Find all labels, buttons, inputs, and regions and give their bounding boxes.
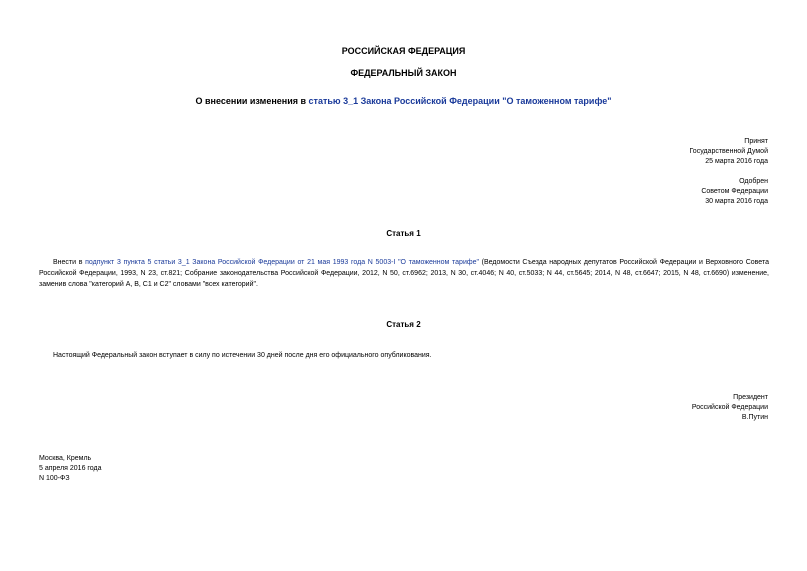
approved-date: 30 марта 2016 года bbox=[705, 198, 768, 205]
article-2-text bbox=[39, 350, 769, 361]
approved-by: Советом Федерации bbox=[701, 188, 768, 195]
law-title-prefix: О внесении изменения в bbox=[195, 96, 309, 106]
country-heading: РОССИЙСКАЯ ФЕДЕРАЦИЯ bbox=[341, 46, 466, 56]
signature-name: В.Путин bbox=[741, 414, 768, 421]
signature-position: Президент bbox=[733, 394, 768, 401]
footer-block bbox=[39, 454, 102, 484]
footer-number: N 100-ФЗ bbox=[39, 475, 70, 482]
signature-block bbox=[692, 393, 768, 423]
signature-country: Российской Федерации bbox=[691, 404, 768, 411]
article-1-text-rest: (Ведомости Съезда народных депутатов Российской Федерации и Верховного Совета Российской Федерации, 1993, N 23, ст.821; Собрание законодательства Российской Федерации, 2012, N 50, ст.6962; 2013, N 30, ст.4046; N 40, ст.5033; N 44, ст.5645; 2014, N 48, ст.6647; 2015, N 48, ст.6690) изменение, заменив слова "категорий A, B, C1 и C2" словами "всех категорий". bbox=[39, 259, 769, 288]
article-1-heading: Статья 1 bbox=[386, 229, 421, 238]
article-1-law-link[interactable]: подпункт 3 пункта 5 статьи 3_1 Закона Российской Федерации от 21 мая 1993 года N 5003-I "О таможенном тарифе" bbox=[85, 259, 479, 266]
article-1-text bbox=[39, 257, 769, 290]
footer-place: Москва, Кремль bbox=[39, 455, 92, 462]
adoption-council-block bbox=[701, 177, 768, 207]
article-1-text-start: Внести в bbox=[53, 259, 86, 266]
accepted-by: Государственной Думой bbox=[689, 148, 768, 155]
approved-label: Одобрен bbox=[739, 178, 768, 185]
footer-date: 5 апреля 2016 года bbox=[39, 465, 102, 472]
article-2-heading: Статья 2 bbox=[386, 320, 421, 329]
law-type-heading: ФЕДЕРАЛЬНЫЙ ЗАКОН bbox=[350, 68, 457, 78]
accepted-label: Принят bbox=[744, 138, 768, 145]
accepted-date: 25 марта 2016 года bbox=[705, 158, 768, 165]
article-2-text-content: Настоящий Федеральный закон вступает в силу по истечении 30 дней после дня его официального опубликования. bbox=[53, 352, 432, 359]
adoption-duma-block bbox=[689, 137, 768, 167]
law-title-link[interactable]: статью 3_1 Закона Российской Федерации "О таможенном тарифе" bbox=[308, 96, 612, 106]
law-title bbox=[0, 96, 807, 107]
